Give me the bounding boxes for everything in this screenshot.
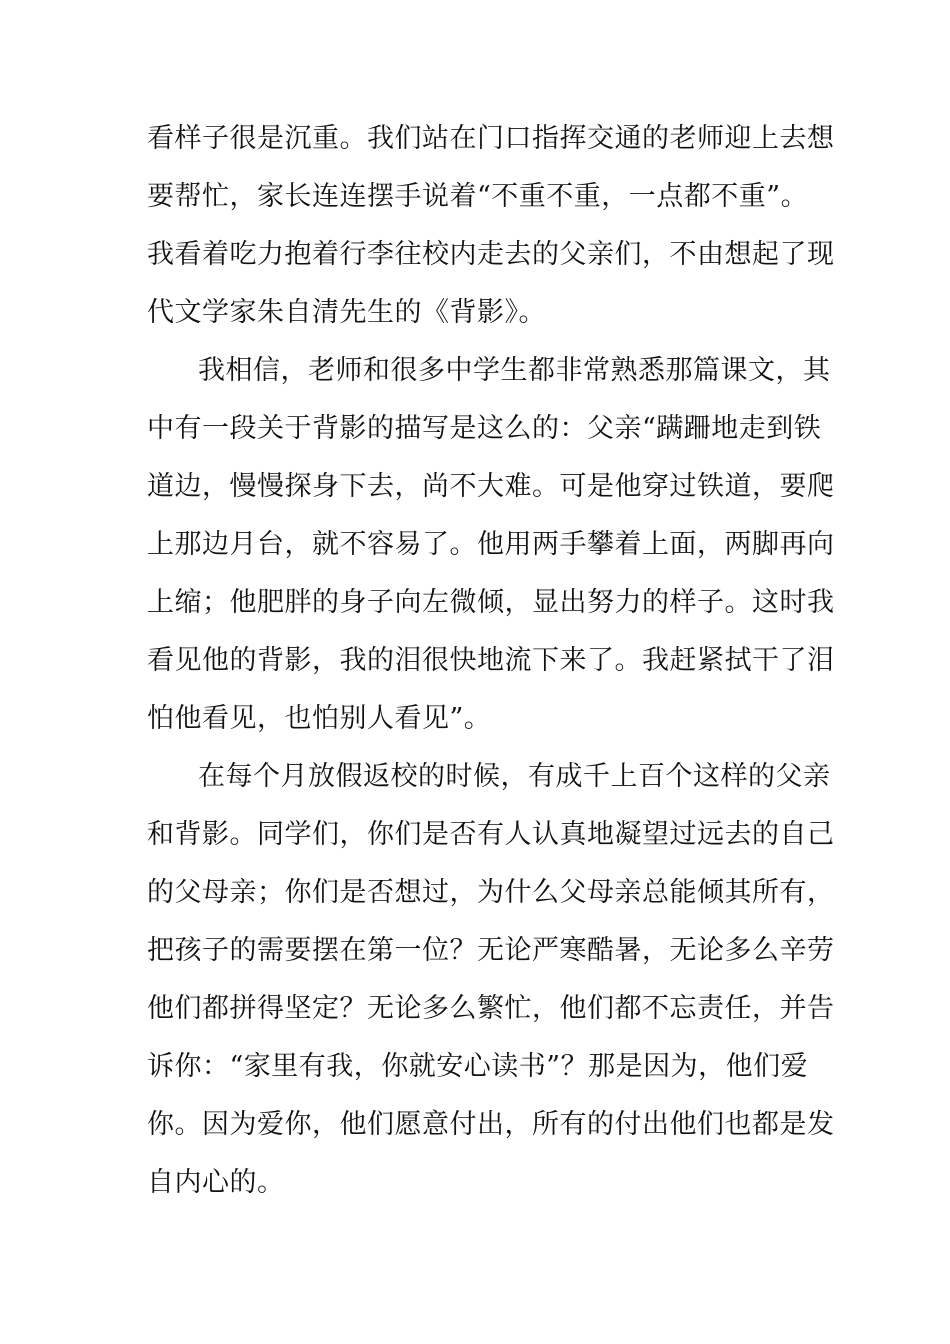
paragraph-1-line-4: 代文学家朱自清先生的《背影》。 <box>147 297 546 328</box>
paragraph-3-line-3: 的父母亲；你们是否想过，为什么父母亲总能倾其所有， <box>147 877 835 908</box>
paragraph-2-line-5: 上缩；他肥胖的身子向左微倾，显出努力的样子。这时我 <box>147 587 835 618</box>
paragraph-2-line-2: 中有一段关于背影的描写是这么的：父亲“蹒跚地走到铁 <box>147 413 822 444</box>
paragraph-1-line-3: 我看着吃力抱着行李往校内走去的父亲们，不由想起了现 <box>147 239 835 270</box>
paragraph-2-line-4: 上那边月台，就不容易了。他用两手攀着上面，两脚再向 <box>147 529 835 560</box>
paragraph-2-line-6: 看见他的背影，我的泪很快地流下来了。我赶紧拭干了泪 <box>147 645 835 676</box>
paragraph-3-line-7: 你。因为爱你，他们愿意付出，所有的付出他们也都是发 <box>147 1109 835 1140</box>
paragraph-2-line-3: 道边，慢慢探身下去，尚不大难。可是他穿过铁道，要爬 <box>147 471 835 502</box>
paragraph-3-line-4: 把孩子的需要摆在第一位？无论严寒酷暑，无论多么辛劳 <box>147 935 835 966</box>
paragraph-3-line-6: 诉你：“家里有我，你就安心读书”？那是因为，他们爱 <box>147 1051 809 1082</box>
paragraph-3-line-1: 在每个月放假返校的时候，有成千上百个这样的父亲 <box>198 761 831 792</box>
paragraph-2-line-7: 怕他看见，也怕别人看见”。 <box>147 703 492 734</box>
paragraph-1-line-1: 看样子很是沉重。我们站在门口指挥交通的老师迎上去想 <box>147 123 835 154</box>
paragraph-1-line-2: 要帮忙，家长连连摆手说着“不重不重，一点都不重”。 <box>147 181 809 212</box>
paragraph-2-line-1: 我相信，老师和很多中学生都非常熟悉那篇课文，其 <box>198 355 831 386</box>
paragraph-3-line-5: 他们都拼得坚定？无论多么繁忙，他们都不忘责任，并告 <box>147 993 835 1024</box>
paragraph-3-line-2: 和背影。同学们，你们是否有人认真地凝望过远去的自己 <box>147 819 835 850</box>
paragraph-3-line-8: 自内心的。 <box>147 1167 285 1198</box>
